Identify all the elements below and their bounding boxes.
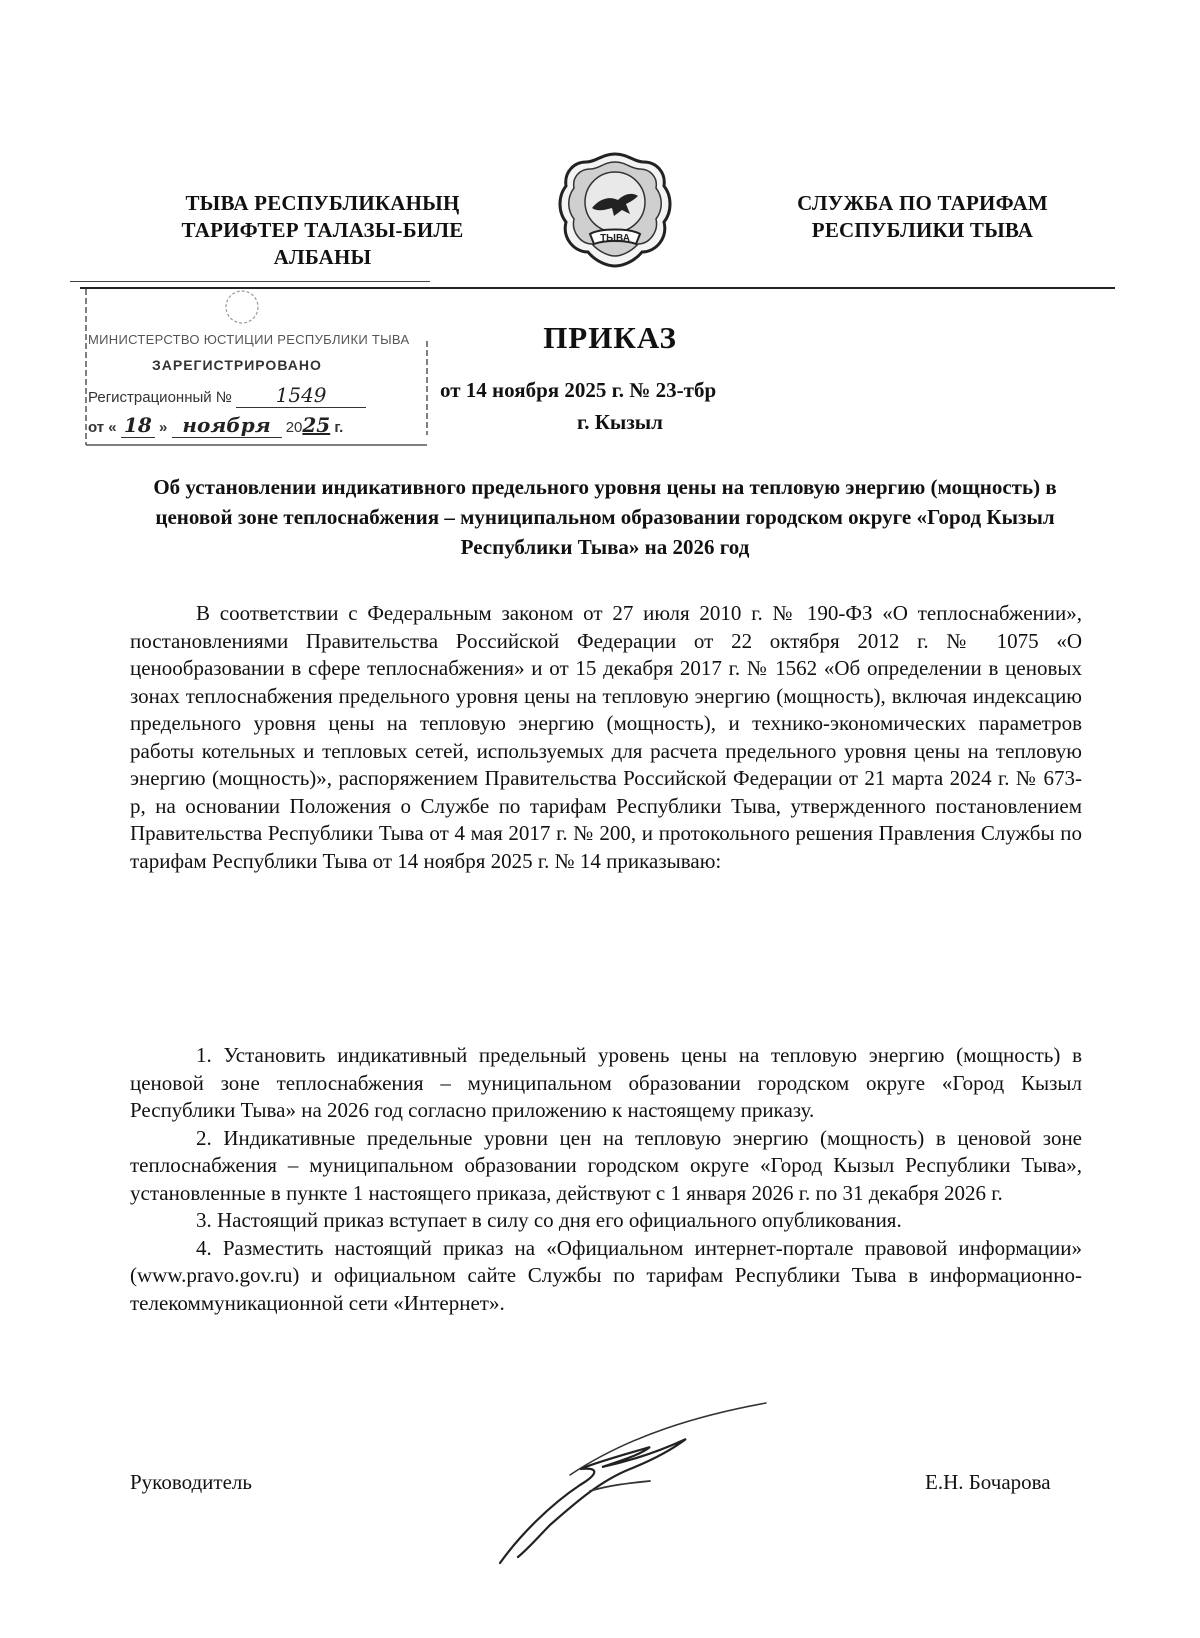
order-item-3: 3. Настоящий приказ вступает в силу со дня его официального опубликования. — [196, 1208, 902, 1232]
header-left-line-1: ТЫВА РЕСПУБЛИКАНЫҢ — [185, 191, 460, 215]
document-type: ПРИКАЗ — [543, 320, 677, 355]
order-date-number: от 14 ноября 2025 г. № 23-тбр — [440, 378, 717, 402]
stamp-date-day: 18 — [123, 413, 152, 437]
order-item-1: 1. Установить индикативный предельный уровень цены на тепловую энергию (мощность) в ценовой зоне теплоснабжения – муниципальном образовании городском округе «Город Кызыл Республики Тыва» на 2026 год согласно приложению к настоящему приказу. — [130, 1043, 1082, 1122]
stamp-date-month: ноября — [182, 413, 271, 437]
stamp-date-year-end: г. — [334, 419, 344, 436]
coat-of-arms-emblem — [556, 150, 674, 268]
preamble-paragraph: В соответствии с Федеральным законом от 27 июля 2010 г. № 190-ФЗ «О теплоснабжении», постановлениями Правительства Российской Федерации от 22 октября 2012 г. № 1075 «О ценообразовании в сфере теплоснабжения» и от 15 декабря 2017 г. № 1562 «Об определении в ценовых зонах теплоснабжения предельного уровня цены на тепловую энергию (мощность), включая индексацию предельного уровня цены на тепловую энергию (мощность), и технико-экономических параметров работы котельных и тепловых сетей, используемых для расчета предельного уровня цены на тепловую энергию (мощность)», распоряжением Правительства Российской Федерации от 21 марта 2024 г. № 673-р, на основании Положения о Службе по тарифам Республики Тыва, утвержденного постановлением Правительства Республики Тыва от 4 мая 2017 г. № 200, и протокольного решения Правления Службы по тарифам Республики Тыва от 14 ноября 2025 г. № 14 приказываю: — [130, 601, 1082, 873]
signatory-name: Е.Н. Бочарова — [925, 1470, 1051, 1494]
stamp-date-prefix: от « — [88, 419, 117, 436]
stamp-registered: ЗАРЕГИСТРИРОВАНО — [152, 357, 322, 373]
stamp-date-row — [88, 413, 343, 438]
header-left — [150, 190, 495, 271]
header-right — [760, 190, 1085, 244]
order-item-2: 2. Индикативные предельные уровни цен на тепловую энергию (мощность) в ценовой зоне теплоснабжения – муниципальном образовании городском округе «Город Кызыл Республики Тыва», установленные в пункте 1 настоящего приказа, действуют с 1 января 2026 г. по 31 декабря 2026 г. — [130, 1125, 1082, 1205]
stamp-date-mid: » — [159, 419, 168, 436]
order-item-4: 4. Разместить настоящий приказ на «Официальном интернет-портале правовой информации» (www.pravo.gov.ru) и официальном сайте Службы по тарифам Республики Тыва в информационно-телекоммуникационной сети «Интернет». — [130, 1235, 1082, 1315]
emblem-label: ТЫВА — [600, 233, 630, 244]
stamp-ministry: МИНИСТЕРСТВО ЮСТИЦИИ РЕСПУБЛИКИ ТЫВА — [88, 332, 410, 347]
order-city: г. Кызыл — [577, 410, 663, 434]
stamp-reg-label: Регистрационный № — [88, 389, 232, 406]
registration-stamp — [82, 287, 434, 455]
stamp-date-year-suffix: 25 — [302, 413, 331, 437]
stamp-date-year-prefix: 20 — [285, 419, 303, 436]
order-items — [130, 1042, 1082, 1317]
signatory-role: Руководитель — [130, 1470, 252, 1494]
document-title: Об установлении индикативного предельного уровня цены на тепловую энергию (мощность) в ценовой зоне теплоснабжения – муниципальном образовании городском округе «Город Кызыл Республики Тыва» на 2026 год — [153, 475, 1057, 559]
header-left-line-2: ТАРИФТЕР ТАЛАЗЫ-БИЛЕ — [181, 218, 464, 242]
header-right-line-1: СЛУЖБА ПО ТАРИФАМ — [797, 191, 1048, 215]
header-left-line-3: АЛБАНЫ — [273, 245, 372, 269]
stamp-reg-row — [88, 383, 366, 408]
stamp-emblem-icon — [226, 291, 258, 323]
stamp-reg-number: 1549 — [275, 383, 327, 407]
handwritten-signature — [480, 1395, 770, 1575]
header-right-line-2: РЕСПУБЛИКИ ТЫВА — [811, 218, 1034, 242]
header-underline — [70, 281, 430, 282]
